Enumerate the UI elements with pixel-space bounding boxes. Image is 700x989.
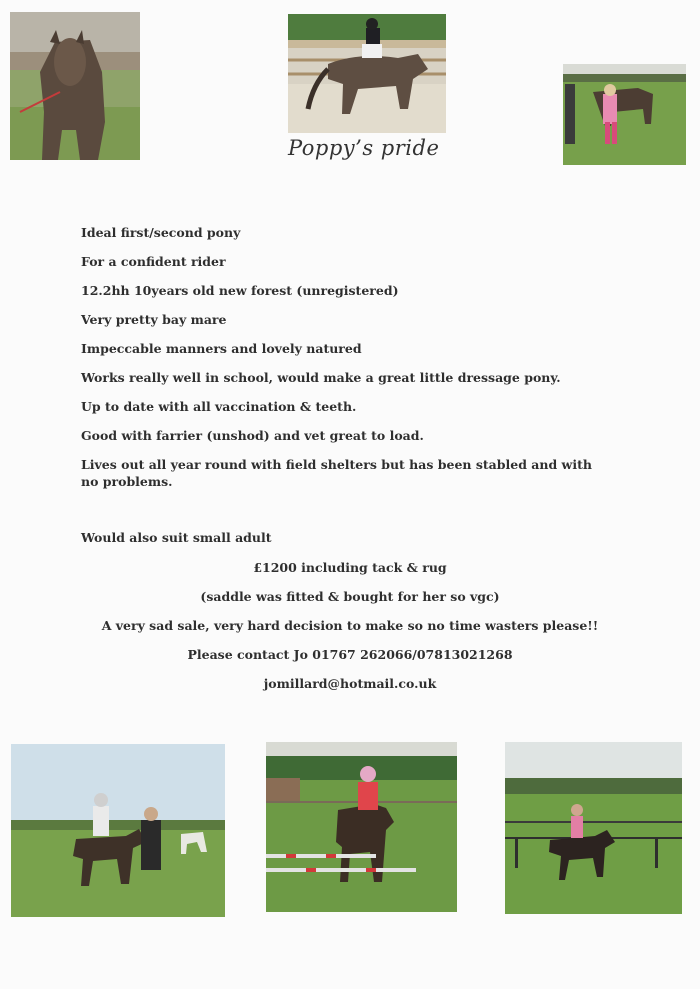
photo-child-riding-led [11, 744, 225, 917]
price: £1200 including tack & rug [253, 560, 447, 575]
photo-child-over-poles [266, 742, 457, 912]
suit-note: Would also suit small adult [81, 530, 272, 545]
photo-pony-headshot [10, 12, 140, 160]
page-title: Poppy’s pride [288, 136, 440, 160]
feature-9: Lives out all year round with field shelters but has been stabled and with no problems. [81, 457, 592, 489]
feature-7: Up to date with all vaccination & teeth. [81, 399, 357, 414]
feature-2: For a confident rider [81, 254, 226, 269]
feature-8: Good with farrier (unshod) and vet great to load. [81, 428, 424, 443]
feature-5: Impeccable manners and lovely natured [81, 341, 362, 356]
feature-3: 12.2hh 10years old new forest (unregistered) [81, 283, 399, 298]
feature-6: Works really well in school, would make a great little dressage pony. [81, 370, 561, 385]
feature-4: Very pretty bay mare [81, 312, 227, 327]
sad-sale-note: A very sad sale, very hard decision to make so no time wasters please!! [101, 618, 599, 633]
saddle-note: (saddle was fitted & bought for her so vgc) [200, 589, 500, 604]
feature-1: Ideal first/second pony [81, 225, 241, 240]
photo-dressage-rider [288, 14, 446, 133]
contact-phone: Please contact Jo 01767 262066/07813021268 [187, 647, 513, 662]
photo-child-riding-field [505, 742, 682, 914]
contact-email: jomillard@hotmail.co.uk [263, 676, 437, 691]
photo-girl-with-pony [563, 64, 686, 165]
